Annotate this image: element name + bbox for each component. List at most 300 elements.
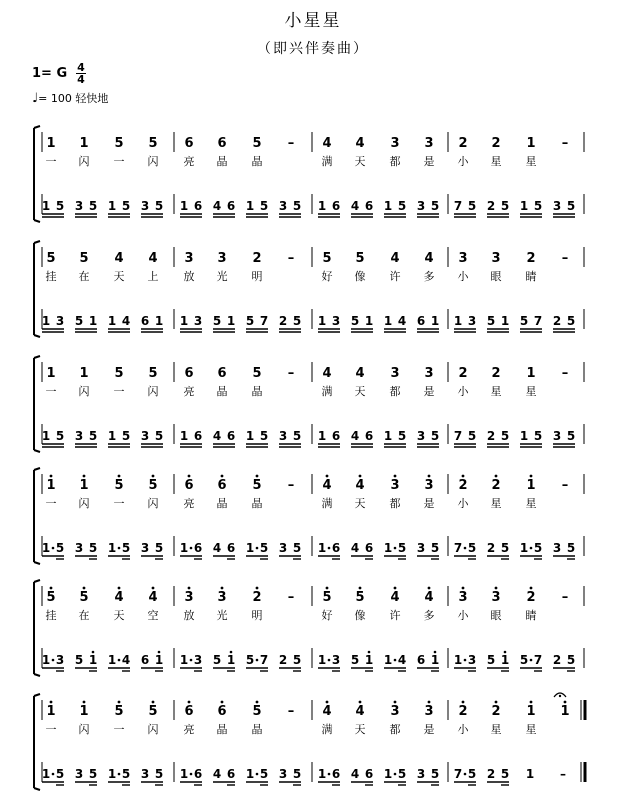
octave-dot-high xyxy=(326,701,329,704)
octave-dot-high xyxy=(495,587,498,590)
accomp-note: 1 xyxy=(519,541,529,555)
lyric-char: 光 xyxy=(216,609,228,622)
accomp-note: 4 xyxy=(212,541,222,555)
system-brace-bottom xyxy=(34,220,40,222)
accomp-note: 3 xyxy=(331,653,341,667)
accomp-note: 3 xyxy=(416,429,426,443)
accomp-note: 3 xyxy=(467,653,477,667)
melody-note: 5 xyxy=(322,590,332,605)
melody-note: 5 xyxy=(46,251,56,266)
lyric-char: 是 xyxy=(423,497,435,510)
lyric-char: 闪 xyxy=(78,497,90,510)
melody-note: – xyxy=(287,136,295,151)
melody-note: 2 xyxy=(252,590,262,605)
octave-dot-high xyxy=(221,475,224,478)
expression-text: 轻快地 xyxy=(75,92,109,105)
melody-note: 2 xyxy=(458,704,468,719)
accomp-note: 5 xyxy=(88,199,98,213)
lyric-char: 好 xyxy=(321,270,333,283)
accomp-note: 5 xyxy=(467,767,477,781)
accomp-note: 1 xyxy=(107,314,117,328)
accomp-note: 1 xyxy=(317,767,327,781)
dot-mark xyxy=(530,659,533,662)
octave-dot-high xyxy=(256,701,259,704)
accomp-note: 5 xyxy=(430,541,440,555)
accomp-note: 1 xyxy=(107,653,117,667)
melody-note: – xyxy=(561,478,569,493)
accomp-note: 4 xyxy=(350,541,360,555)
dot-mark xyxy=(394,547,397,550)
accomp-note: 5 xyxy=(259,429,269,443)
accomp-note: 1 xyxy=(500,314,510,328)
melody-note: 4 xyxy=(322,478,332,493)
accomp-note: 3 xyxy=(140,541,150,555)
accomp-note: 7 xyxy=(259,653,269,667)
dot-mark xyxy=(256,547,259,550)
dot-mark xyxy=(394,659,397,662)
accomp-note: 5 xyxy=(566,653,576,667)
accomp-note: 5 xyxy=(566,314,576,328)
lyric-char: 是 xyxy=(423,385,435,398)
lyric-char: 挂 xyxy=(45,609,57,622)
accomp-note: 3 xyxy=(552,541,562,555)
lyric-char: 满 xyxy=(321,497,333,510)
dot-mark xyxy=(328,659,331,662)
octave-dot-high xyxy=(152,587,155,590)
system-brace-top xyxy=(34,580,40,582)
fermata-dot xyxy=(559,695,561,697)
accomp-note: 4 xyxy=(212,767,222,781)
octave-dot-high xyxy=(118,475,121,478)
melody-note: 3 xyxy=(390,478,400,493)
lyric-char: 睛 xyxy=(525,270,537,283)
lyric-char: 闪 xyxy=(78,155,90,168)
melody-note-high: 1 xyxy=(46,478,56,493)
melody-note: 1 xyxy=(46,136,56,151)
melody-note: 4 xyxy=(424,251,434,266)
melody-note: 3 xyxy=(390,136,400,151)
octave-dot-high xyxy=(50,475,53,478)
accomp-note: 3 xyxy=(74,199,84,213)
accomp-note: 3 xyxy=(140,199,150,213)
melody-note: 3 xyxy=(458,590,468,605)
octave-dot-high xyxy=(92,651,95,654)
lyric-char: 晶 xyxy=(216,155,228,168)
accomp-note: 6 xyxy=(193,767,203,781)
melody-note: 4 xyxy=(148,590,158,605)
octave-dot-high xyxy=(188,475,191,478)
accomp-note: 5 xyxy=(566,541,576,555)
octave-dot-high xyxy=(83,587,86,590)
melody-note: 2 xyxy=(491,366,501,381)
time-bottom: 4 xyxy=(77,73,85,86)
melody-note: 5 xyxy=(322,251,332,266)
octave-dot-high xyxy=(504,651,507,654)
accomp-note: 5 xyxy=(88,767,98,781)
lyric-char: 一 xyxy=(113,155,125,168)
accomp-note: 3 xyxy=(331,314,341,328)
accomp-note: 1 xyxy=(453,314,463,328)
accomp-note: 3 xyxy=(193,314,203,328)
melody-note: 3 xyxy=(217,251,227,266)
accomp-note: 2 xyxy=(486,767,496,781)
melody-note: 3 xyxy=(217,590,227,605)
accomp-note: 5 xyxy=(245,653,255,667)
melody-note: 6 xyxy=(217,704,227,719)
lyric-char: 在 xyxy=(78,609,90,622)
melody-note: 5 xyxy=(148,136,158,151)
octave-dot-high xyxy=(152,475,155,478)
accomp-note: 1 xyxy=(383,541,393,555)
melody-note: 3 xyxy=(390,704,400,719)
lyric-char: 星 xyxy=(490,723,502,736)
melody-note: 6 xyxy=(184,704,194,719)
accomp-note: 5 xyxy=(88,541,98,555)
accomp-note: 4 xyxy=(350,429,360,443)
accomp-note-high: 1 xyxy=(500,653,510,667)
accomp-note-high: 1 xyxy=(364,653,374,667)
accomp-note: 1 xyxy=(226,314,236,328)
accomp-note: 2 xyxy=(552,314,562,328)
octave-dot-high xyxy=(188,587,191,590)
lyric-char: 像 xyxy=(354,609,366,622)
octave-dot-high xyxy=(394,475,397,478)
accomp-note: 6 xyxy=(193,541,203,555)
octave-dot-high xyxy=(462,475,465,478)
accomp-note: 5 xyxy=(55,199,65,213)
dot-mark xyxy=(256,659,259,662)
lyric-char: 天 xyxy=(113,270,125,283)
accomp-note: 1 xyxy=(107,429,117,443)
accomp-note: 4 xyxy=(350,767,360,781)
lyric-char: 晶 xyxy=(216,385,228,398)
lyric-char: 多 xyxy=(423,609,435,622)
system-brace-bottom xyxy=(34,788,40,790)
melody-note-high: 1 xyxy=(560,704,570,719)
octave-dot-high xyxy=(152,701,155,704)
accomp-note: 5 xyxy=(397,541,407,555)
accomp-note: 6 xyxy=(364,541,374,555)
accomp-note: 4 xyxy=(397,653,407,667)
melody-note: 2 xyxy=(491,136,501,151)
octave-dot-high xyxy=(83,475,86,478)
melody-note: 3 xyxy=(424,136,434,151)
accomp-note: 2 xyxy=(552,653,562,667)
accomp-note: 4 xyxy=(350,199,360,213)
accomp-note: 1 xyxy=(383,767,393,781)
accomp-note: 6 xyxy=(416,653,426,667)
melody-note: 6 xyxy=(217,478,227,493)
lyric-char: 小 xyxy=(457,609,469,622)
accomp-note: 3 xyxy=(416,767,426,781)
accomp-note: 1 xyxy=(107,767,117,781)
octave-dot-high xyxy=(359,475,362,478)
accomp-note: 5 xyxy=(55,541,65,555)
quarter-note-icon: ♩ xyxy=(32,91,39,106)
melody-note: – xyxy=(561,590,569,605)
accomp-note: 5 xyxy=(292,653,302,667)
time-top: 4 xyxy=(77,61,85,74)
accomp-note: 1 xyxy=(107,541,117,555)
melody-note: – xyxy=(287,590,295,605)
melody-note: 2 xyxy=(491,478,501,493)
octave-dot-high xyxy=(368,651,371,654)
lyric-char: 眼 xyxy=(490,270,502,283)
accomp-note: 1 xyxy=(317,199,327,213)
accomp-note: 5 xyxy=(500,541,510,555)
accomp-note: 1 xyxy=(107,199,117,213)
melody-note: 4 xyxy=(424,590,434,605)
melody-note: 4 xyxy=(355,366,365,381)
accomp-note: 5 xyxy=(212,653,222,667)
accomp-note: 5 xyxy=(430,429,440,443)
dot-mark xyxy=(52,547,55,550)
lyric-char: 亮 xyxy=(183,497,195,510)
lyric-char: 闪 xyxy=(147,155,159,168)
accomp-note: 1 xyxy=(453,653,463,667)
accomp-note: 6 xyxy=(331,199,341,213)
lyric-char: 都 xyxy=(389,497,401,510)
lyric-char: 好 xyxy=(321,609,333,622)
system-brace-top xyxy=(34,356,40,358)
accomp-note: 1 xyxy=(317,653,327,667)
melody-note: 5 xyxy=(148,478,158,493)
lyric-char: 许 xyxy=(389,609,401,622)
octave-dot-high xyxy=(394,701,397,704)
lyric-char: 晶 xyxy=(251,385,263,398)
accomp-note: 5 xyxy=(245,314,255,328)
octave-dot-high xyxy=(495,701,498,704)
accomp-note: 5 xyxy=(121,199,131,213)
lyric-char: 一 xyxy=(113,497,125,510)
accomp-note: 1 xyxy=(88,314,98,328)
lyric-char: 小 xyxy=(457,385,469,398)
accomp-note: 1 xyxy=(245,767,255,781)
accomp-note: 6 xyxy=(193,199,203,213)
lyric-char: 星 xyxy=(525,723,537,736)
accomp-note: 5 xyxy=(500,767,510,781)
melody-note: – xyxy=(287,366,295,381)
melody-note: 6 xyxy=(184,366,194,381)
lyric-char: 多 xyxy=(423,270,435,283)
melody-note: 5 xyxy=(114,136,124,151)
octave-dot-high xyxy=(495,475,498,478)
lyric-char: 亮 xyxy=(183,155,195,168)
octave-dot-high xyxy=(221,587,224,590)
accomp-note: 3 xyxy=(74,429,84,443)
melody-note: 1 xyxy=(79,136,89,151)
melody-note: 1 xyxy=(46,366,56,381)
lyric-char: 都 xyxy=(389,385,401,398)
lyric-char: 明 xyxy=(251,270,263,283)
accomp-note: 1 xyxy=(430,314,440,328)
accomp-note: 5 xyxy=(55,429,65,443)
lyric-char: 天 xyxy=(354,497,366,510)
accomp-note: 5 xyxy=(55,767,65,781)
accomp-note: 7 xyxy=(453,429,463,443)
lyric-char: 小 xyxy=(457,270,469,283)
melody-note: 5 xyxy=(355,251,365,266)
lyric-char: 星 xyxy=(525,155,537,168)
accomp-note: 3 xyxy=(74,541,84,555)
lyric-char: 满 xyxy=(321,385,333,398)
accomp-note: 5 xyxy=(121,541,131,555)
accomp-note: 5 xyxy=(467,429,477,443)
system-brace-top xyxy=(34,241,40,243)
accomp-note: 5 xyxy=(467,541,477,555)
accomp-note: 5 xyxy=(566,429,576,443)
accomp-note: 5 xyxy=(430,767,440,781)
dot-mark xyxy=(464,659,467,662)
accomp-note: 4 xyxy=(397,314,407,328)
melody-note: 2 xyxy=(458,478,468,493)
dot-mark xyxy=(118,547,121,550)
accomp-note: 7 xyxy=(453,541,463,555)
lyric-char: 一 xyxy=(45,723,57,736)
melody-note: 5 xyxy=(252,366,262,381)
accomp-note: 5 xyxy=(212,314,222,328)
accomp-note: 5 xyxy=(154,541,164,555)
melody-note: 5 xyxy=(252,136,262,151)
melody-note: 2 xyxy=(458,366,468,381)
accomp-note: 1 xyxy=(179,199,189,213)
melody-note: 4 xyxy=(355,478,365,493)
melody-note: 6 xyxy=(184,136,194,151)
octave-dot-high xyxy=(564,701,567,704)
accomp-note: 7 xyxy=(533,314,543,328)
accomp-note: 4 xyxy=(121,314,131,328)
lyric-char: 都 xyxy=(389,155,401,168)
octave-dot-high xyxy=(50,587,53,590)
accomp-note: 1 xyxy=(519,429,529,443)
accomp-note: 1 xyxy=(179,653,189,667)
accomp-note: 5 xyxy=(486,653,496,667)
lyric-char: 睛 xyxy=(525,609,537,622)
dot-mark xyxy=(190,659,193,662)
melody-note-high: 1 xyxy=(79,478,89,493)
melody-note: – xyxy=(561,136,569,151)
lyric-char: 星 xyxy=(525,385,537,398)
dot-mark xyxy=(52,773,55,776)
accomp-note: 6 xyxy=(140,314,150,328)
melody-note: – xyxy=(287,251,295,266)
lyric-char: 闪 xyxy=(147,723,159,736)
accomp-note: 6 xyxy=(416,314,426,328)
accomp-note: 5 xyxy=(533,541,543,555)
accomp-note: 3 xyxy=(278,199,288,213)
lyric-char: 挂 xyxy=(45,270,57,283)
melody-note: – xyxy=(287,478,295,493)
accomp-note: 5 xyxy=(500,429,510,443)
melody-note: 2 xyxy=(252,251,262,266)
accomp-note: 5 xyxy=(154,767,164,781)
dot-mark xyxy=(530,547,533,550)
octave-dot-high xyxy=(462,701,465,704)
accomp-note: 6 xyxy=(226,429,236,443)
accomp-note-high: 1 xyxy=(154,653,164,667)
accomp-note: 5 xyxy=(121,767,131,781)
accomp-note: 5 xyxy=(292,429,302,443)
octave-dot-high xyxy=(359,587,362,590)
accomp-note: 5 xyxy=(533,199,543,213)
accomp-note: 6 xyxy=(364,767,374,781)
accomp-note: 6 xyxy=(331,541,341,555)
dot-mark xyxy=(256,773,259,776)
accomp-note: 1 xyxy=(317,314,327,328)
octave-dot-high xyxy=(530,701,533,704)
octave-dot-high xyxy=(326,475,329,478)
melody-note: 4 xyxy=(148,251,158,266)
octave-dot-high xyxy=(118,587,121,590)
lyric-char: 满 xyxy=(321,723,333,736)
system-brace-top xyxy=(34,126,40,128)
accomp-note: 1 xyxy=(179,429,189,443)
accomp-note: 5 xyxy=(154,199,164,213)
accomp-note: 1 xyxy=(41,314,51,328)
lyric-char: 天 xyxy=(113,609,125,622)
lyric-char: 晶 xyxy=(251,155,263,168)
score-title: 小星星 xyxy=(284,11,342,31)
melody-note-high: 1 xyxy=(526,704,536,719)
accomp-note: 1 xyxy=(179,767,189,781)
accomp-note: 1 xyxy=(519,199,529,213)
lyric-char: 小 xyxy=(457,723,469,736)
melody-note: 5 xyxy=(46,590,56,605)
melody-note: 4 xyxy=(390,590,400,605)
octave-dot-high xyxy=(326,587,329,590)
lyric-char: 天 xyxy=(354,385,366,398)
lyric-char: 眼 xyxy=(490,609,502,622)
melody-note-high: 1 xyxy=(46,704,56,719)
lyric-char: 空 xyxy=(147,609,159,622)
octave-dot-high xyxy=(359,701,362,704)
melody-note: 5 xyxy=(148,366,158,381)
lyric-char: 闪 xyxy=(147,497,159,510)
accomp-note: 7 xyxy=(453,199,463,213)
accomp-note: 3 xyxy=(416,541,426,555)
lyric-char: 星 xyxy=(490,155,502,168)
accomp-note: 1 xyxy=(525,767,535,781)
accomp-note: 5 xyxy=(74,653,84,667)
lyric-char: 晶 xyxy=(216,497,228,510)
accomp-note: 1 xyxy=(245,199,255,213)
accomp-note: 3 xyxy=(416,199,426,213)
accomp-note: 1 xyxy=(245,541,255,555)
accomp-note: 5 xyxy=(397,199,407,213)
accomp-note: 3 xyxy=(140,429,150,443)
accomp-note: 1 xyxy=(317,541,327,555)
accomp-note: 2 xyxy=(486,429,496,443)
lyric-char: 亮 xyxy=(183,385,195,398)
accomp-note: 3 xyxy=(278,429,288,443)
accomp-note: 5 xyxy=(292,541,302,555)
accomp-note: 5 xyxy=(154,429,164,443)
melody-note: 5 xyxy=(79,251,89,266)
lyric-char: 放 xyxy=(183,609,195,622)
melody-note: 3 xyxy=(491,251,501,266)
lyric-char: 一 xyxy=(113,385,125,398)
dot-mark xyxy=(394,773,397,776)
octave-dot-high xyxy=(428,475,431,478)
accomp-note: 1 xyxy=(41,653,51,667)
melody-note: 5 xyxy=(114,478,124,493)
accomp-note: 6 xyxy=(364,429,374,443)
accomp-note: 5 xyxy=(519,314,529,328)
lyric-char: 一 xyxy=(45,155,57,168)
melody-note-high: 1 xyxy=(79,704,89,719)
accomp-note: 5 xyxy=(259,199,269,213)
accomp-note: 2 xyxy=(486,199,496,213)
